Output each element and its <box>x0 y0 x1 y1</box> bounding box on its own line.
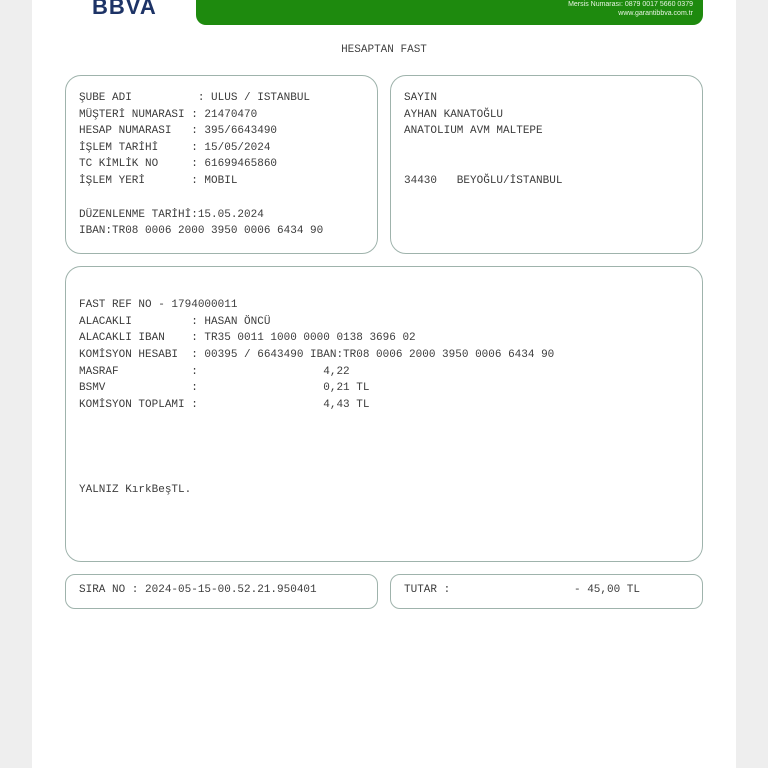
commission-account-row: KOMİSYON HESABI : 00395 / 6643490 IBAN:TR08 0006 2000 3950 0006 6434 90 <box>79 349 555 361</box>
recipient-address: ANATOLIUM AVM MALTEPE <box>404 125 543 137</box>
header-banner <box>196 0 703 25</box>
amount-label: TUTAR : <box>404 584 451 596</box>
sequence-number: SIRA NO : 2024-05-15-00.52.21.950401 <box>79 584 317 596</box>
commission-total-row: KOMİSYON TOPLAMI : 4,43 TL <box>79 399 370 411</box>
issue-date: DÜZENLENME TARİHİ:15.05.2024 <box>79 209 264 221</box>
bbva-logo: BBVA <box>92 0 157 19</box>
account-number-row: HESAP NUMARASI : 395/6643490 <box>79 125 278 137</box>
recipient-name: AYHAN KANATOĞLU <box>404 109 504 121</box>
customer-number-row: MÜŞTERİ NUMARASI : 21470470 <box>79 109 258 121</box>
transaction-date-row: İŞLEM TARİHİ : 15/05/2024 <box>79 142 271 154</box>
beneficiary-row: ALACAKLI : HASAN ÖNCÜ <box>79 316 271 328</box>
transaction-place-row: İŞLEM YERİ : MOBIL <box>79 175 238 187</box>
branch-name-row: ŞUBE ADI : ULUS / ISTANBUL <box>79 92 311 104</box>
fast-ref-row: FAST REF NO - 1794000011 <box>79 299 238 311</box>
recipient-city: 34430 BEYOĞLU/İSTANBUL <box>404 175 563 187</box>
salutation: SAYIN <box>404 92 438 104</box>
website-url: www.garantibbva.com.tr <box>618 10 693 17</box>
amount-value: - 45,00 TL <box>574 584 641 596</box>
fee-row: MASRAF : 4,22 <box>79 366 350 378</box>
account-iban: IBAN:TR08 0006 2000 3950 0006 6434 90 <box>79 225 324 237</box>
mersis-number: Mersis Numarası: 0879 0017 5660 0379 <box>568 1 693 8</box>
amount-in-words: YALNIZ KırkBeşTL. <box>79 484 192 496</box>
document-title: HESAPTAN FAST <box>341 44 427 56</box>
bsmv-row: BSMV : 0,21 TL <box>79 382 370 394</box>
tc-id-row: TC KİMLİK NO : 61699465860 <box>79 158 278 170</box>
beneficiary-iban-row: ALACAKLI IBAN : TR35 0011 1000 0000 0138 3696 02 <box>79 332 416 344</box>
